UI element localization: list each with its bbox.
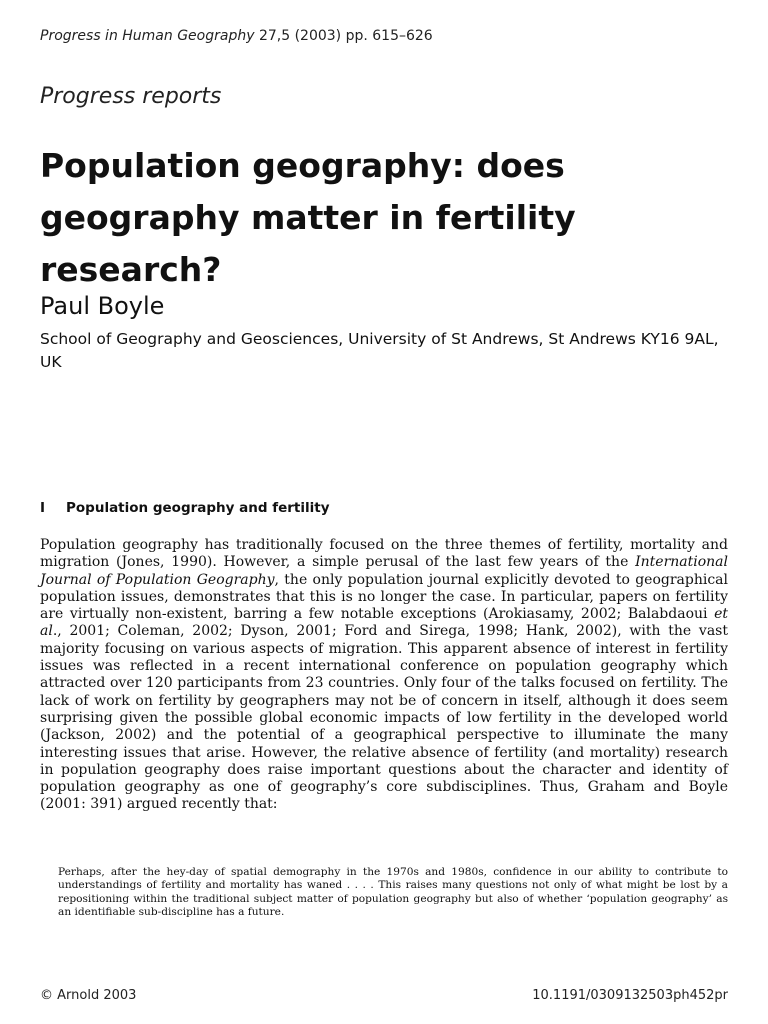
block-quote: Perhaps, after the hey-day of spatial demography in the 1970s and 1980s, confidence in our ability to contribute to understandings of fertility and mortality has waned . . . . This raises many questions not only of what might be lost by a repositioning within the traditional subject matter of population geography but also of whether ‘population geography’ as an identifiable sub-discipline has a future. (58, 866, 728, 918)
section-heading-text: Population geography and fertility (66, 500, 330, 516)
et-al: et al (40, 606, 728, 640)
paragraph-text-part3: ., 2001; Coleman, 2002; Dyson, 2001; Ford and Sirega, 1998; Hank, 2002), with the vast majority focusing on various aspects of migration. This apparent absence of interest in fertility issues was reflected in a recent international conference on population geography which attracted over 120 participants from 23 countries. Only four of the talks focused on fertility. The lack of work on fertility by geographers may not be of concern in itself, although it does seem surprising given the possible global economic impacts of low fertility in the developed world (Jackson, 2002) and the potential of a geographical perspective to illuminate the many interesting issues that arise. However, the relative absence of fertility (and mortality) research in population geography does raise important questions about the character and identity of population geography as one of geography’s core subdisciplines. Thus, Graham and Boyle (2001: 391) argued recently that: (40, 623, 728, 813)
paragraph-text-part2: , the only population journal explicitly devoted to geographical population issues, demonstrates that this is no longer the case. In particular, papers on fertility are virtually non-existent, barring a few notable exceptions (Arokiasamy, 2002; Balabdaoui (40, 571, 728, 623)
article-author: Paul Boyle (40, 292, 165, 320)
section-heading (40, 500, 330, 516)
footer-copyright: © Arnold 2003 (40, 988, 137, 1003)
journal-citation: 27,5 (2003) pp. 615–626 (258, 28, 433, 44)
section-number: I (40, 500, 46, 516)
footer-doi: 10.1191/0309132503ph452pr (532, 988, 728, 1003)
paragraph-text-part1: Population geography has traditionally focused on the three themes of fertility, mortality and migration (Jones, 1990). However, a simple perusal of the last few years of the (40, 537, 728, 571)
article-title: Population geography: does geography matter in fertility research? (40, 146, 576, 289)
body-paragraph (40, 537, 728, 814)
journal-name: Progress in Human Geography (40, 28, 255, 44)
journal-citation-line (40, 28, 433, 44)
journal-reference: International Journal of Population Geography (40, 554, 728, 588)
author-affiliation: School of Geography and Geosciences, University of St Andrews, St Andrews KY16 9AL, UK (40, 330, 719, 371)
section-label: Progress reports (40, 84, 222, 109)
